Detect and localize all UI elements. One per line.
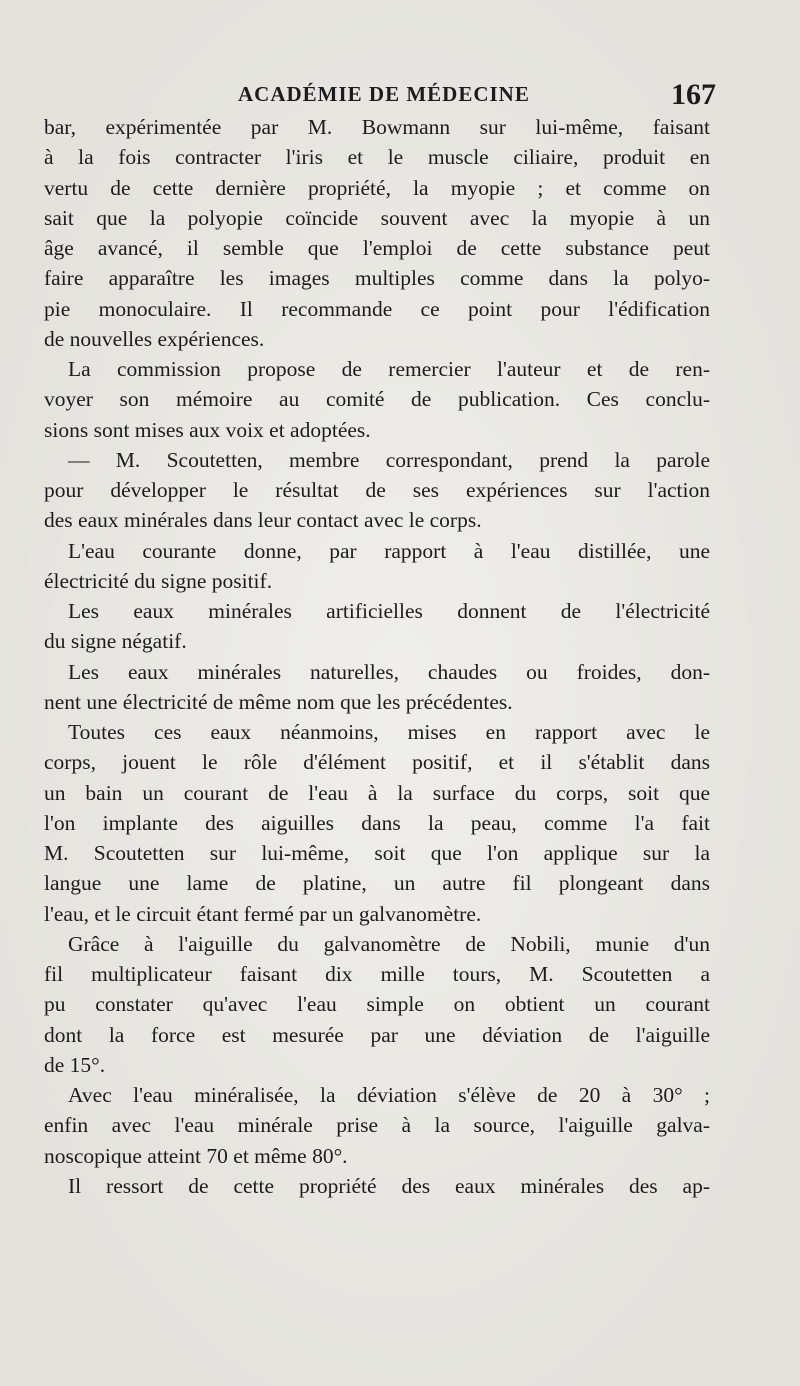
text-line: sions sont mises aux voix et adoptées. bbox=[44, 417, 371, 442]
text-line: M. Scoutetten sur lui-même, soit que l'on applique sur la bbox=[44, 841, 710, 865]
text-line: bar, expérimentée par M. Bowmann sur lui-même, faisant bbox=[44, 115, 710, 139]
text-line: enfin avec l'eau minérale prise à la source, l'aiguille galva- bbox=[44, 1113, 710, 1138]
text-line: voyer son mémoire au comité de publication. Ces conclu- bbox=[44, 387, 710, 412]
running-head bbox=[52, 78, 716, 112]
text-line: dont la force est mesurée par une déviation de l'aiguille bbox=[44, 1022, 710, 1047]
text-line: — M. Scoutetten, membre correspondant, prend la parole bbox=[68, 447, 710, 472]
text-line: corps, jouent le rôle d'élément positif, et il s'établit dans bbox=[44, 750, 710, 775]
text-line: pie monoculaire. Il recommande ce point pour l'édification bbox=[44, 296, 710, 321]
text-line: du signe négatif. bbox=[44, 629, 187, 654]
text-line: pu constater qu'avec l'eau simple on obtient un courant bbox=[44, 992, 710, 1017]
text-line: électricité du signe positif. bbox=[44, 568, 273, 593]
text-line: de 15°. bbox=[44, 1052, 106, 1077]
text-line: à la fois contracter l'iris et le muscle ciliaire, produit en bbox=[44, 145, 710, 170]
text-line: des eaux minérales dans leur contact avec le corps. bbox=[44, 508, 482, 533]
text-line: L'eau courante donne, par rapport à l'eau distillée, une bbox=[68, 538, 710, 563]
text-line: Les eaux minérales naturelles, chaudes ou froides, don- bbox=[68, 659, 710, 684]
text-line: La commission propose de remercier l'auteur et de ren- bbox=[68, 357, 710, 381]
text-line: sait que la polyopie coïncide souvent avec la myopie à un bbox=[44, 205, 710, 230]
text-line: de nouvelles expériences. bbox=[44, 326, 265, 351]
text-line: âge avancé, il semble que l'emploi de cette substance peut bbox=[44, 236, 710, 260]
text-line: Avec l'eau minéralisée, la déviation s'élève de 20 à 30° ; bbox=[68, 1083, 710, 1107]
text-line: pour développer le résultat de ses expériences sur l'action bbox=[44, 478, 710, 502]
body-text bbox=[44, 112, 710, 1201]
text-line: langue une lame de platine, un autre fil plongeant dans bbox=[44, 871, 710, 896]
running-title: ACADÉMIE DE MÉDECINE bbox=[238, 82, 530, 106]
text-line: faire apparaître les images multiples comme dans la polyo- bbox=[44, 266, 710, 291]
text-line: nent une électricité de même nom que les précédentes. bbox=[44, 689, 513, 714]
text-line: Grâce à l'aiguille du galvanomètre de Nobili, munie d'un bbox=[68, 931, 710, 956]
text-line: l'on implante des aiguilles dans la peau, comme l'a fait bbox=[44, 810, 710, 835]
text-line: Il ressort de cette propriété des eaux minérales des ap- bbox=[68, 1173, 710, 1198]
text-line: Toutes ces eaux néanmoins, mises en rapport avec le bbox=[68, 720, 710, 744]
text-line: un bain un courant de l'eau à la surface du corps, soit que bbox=[44, 780, 710, 805]
text-line: l'eau, et le circuit étant fermé par un galvanomètre. bbox=[44, 901, 482, 926]
text-line: noscopique atteint 70 et même 80°. bbox=[44, 1143, 348, 1168]
text-line: Les eaux minérales artificielles donnent de l'électricité bbox=[68, 599, 710, 623]
text-line: fil multiplicateur faisant dix mille tours, M. Scoutetten a bbox=[44, 962, 710, 986]
page-number: 167 bbox=[671, 78, 716, 111]
text-line: vertu de cette dernière propriété, la myopie ; et comme on bbox=[44, 175, 710, 200]
